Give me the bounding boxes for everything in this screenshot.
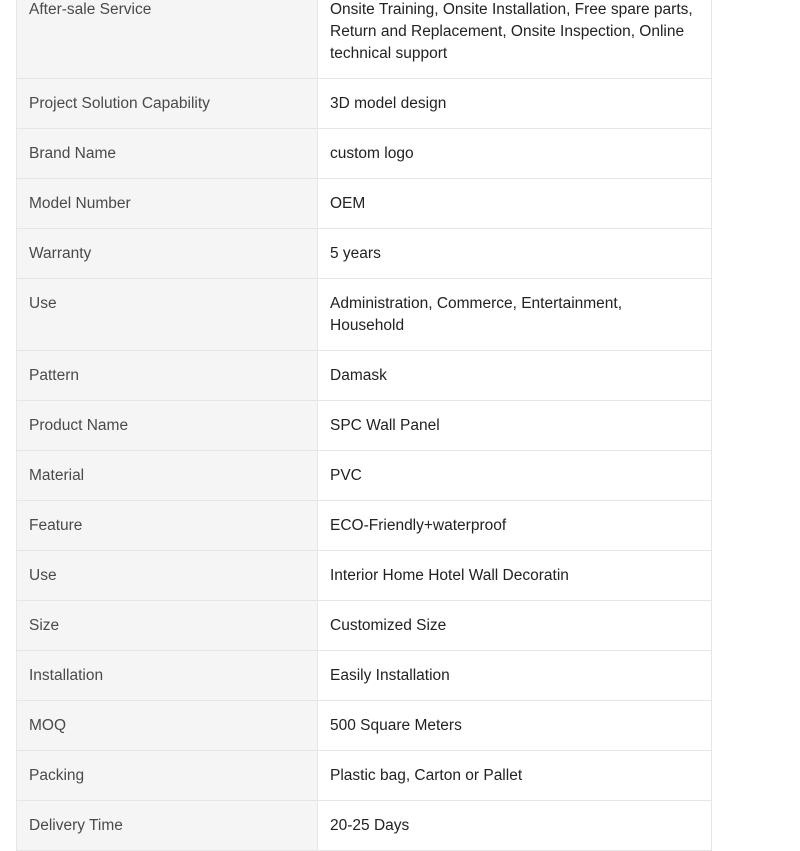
table-row — [17, 501, 712, 551]
spec-label: Warranty — [17, 229, 318, 279]
spec-value: Plastic bag, Carton or Pallet — [318, 751, 712, 801]
table-row — [17, 751, 712, 801]
spec-label: Model Number — [17, 179, 318, 229]
spec-label: Pattern — [17, 351, 318, 401]
spec-value: 5 years — [318, 229, 712, 279]
spec-value: 3D model design — [318, 79, 712, 129]
spec-value: Onsite Training, Onsite Installation, Free spare parts, Return and Replacement, Onsite Inspection, Online technical support — [318, 0, 712, 79]
spec-label: MOQ — [17, 701, 318, 751]
spec-label: After-sale Service — [17, 0, 318, 79]
spec-label: Delivery Time — [17, 801, 318, 851]
spec-value: 20-25 Days — [318, 801, 712, 851]
spec-value: PVC — [318, 451, 712, 501]
table-row — [17, 601, 712, 651]
spec-label: Packing — [17, 751, 318, 801]
table-row — [17, 129, 712, 179]
spec-label: Size — [17, 601, 318, 651]
spec-label: Project Solution Capability — [17, 79, 318, 129]
spec-label: Use — [17, 551, 318, 601]
table-row — [17, 351, 712, 401]
spec-value: Interior Home Hotel Wall Decoratin — [318, 551, 712, 601]
table-row — [17, 179, 712, 229]
spec-value: Easily Installation — [318, 651, 712, 701]
table-row — [17, 701, 712, 751]
table-row — [17, 651, 712, 701]
table-row — [17, 79, 712, 129]
table-row — [17, 0, 712, 79]
spec-value: Damask — [318, 351, 712, 401]
spec-table — [16, 0, 712, 851]
table-row — [17, 401, 712, 451]
spec-value: custom logo — [318, 129, 712, 179]
table-row — [17, 551, 712, 601]
spec-label: Use — [17, 279, 318, 351]
spec-value: Customized Size — [318, 601, 712, 651]
spec-label: Product Name — [17, 401, 318, 451]
spec-value: 500 Square Meters — [318, 701, 712, 751]
spec-value: OEM — [318, 179, 712, 229]
spec-label: Feature — [17, 501, 318, 551]
spec-label: Installation — [17, 651, 318, 701]
table-row — [17, 279, 712, 351]
spec-label: Material — [17, 451, 318, 501]
table-row — [17, 801, 712, 851]
table-row — [17, 451, 712, 501]
spec-value: Administration, Commerce, Entertainment, Household — [318, 279, 712, 351]
spec-value: ECO-Friendly+waterproof — [318, 501, 712, 551]
spec-label: Brand Name — [17, 129, 318, 179]
spec-value: SPC Wall Panel — [318, 401, 712, 451]
table-row — [17, 229, 712, 279]
